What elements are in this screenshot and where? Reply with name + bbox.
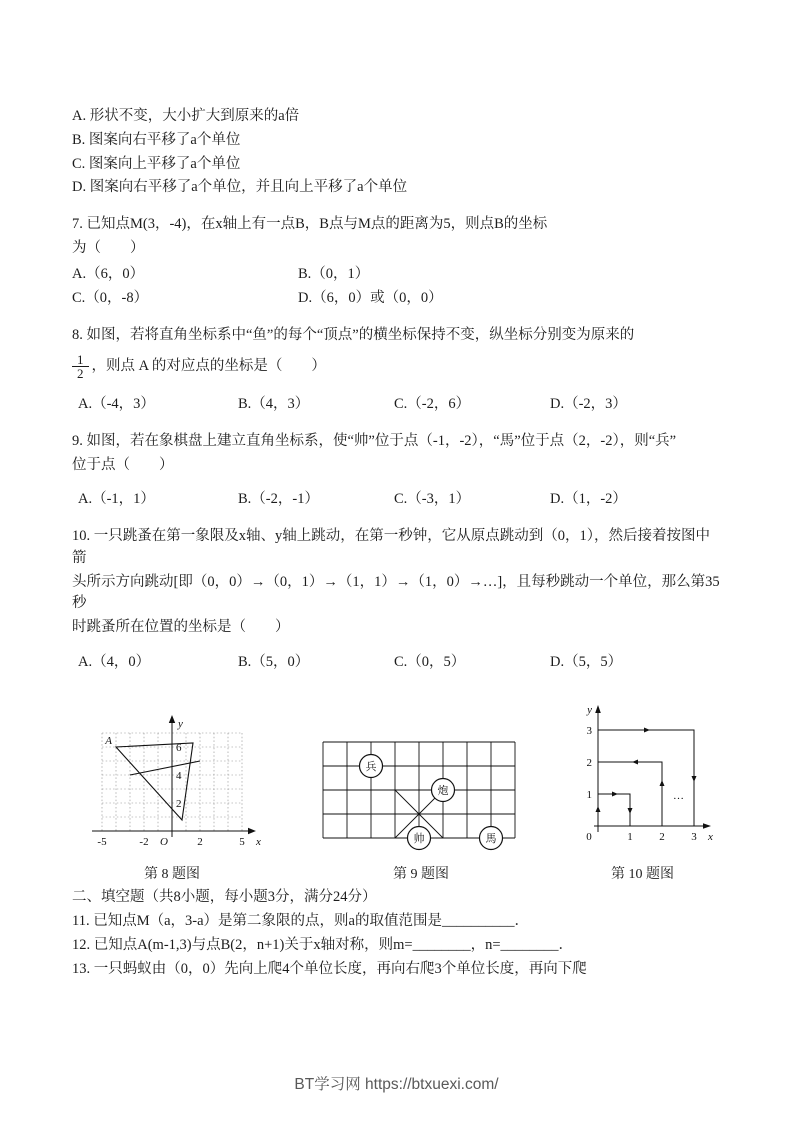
q9-option-a: A.（-1，1） [78, 491, 155, 508]
q9-option-c: C.（-3，1） [394, 491, 471, 508]
figure-caption-q9: 第 9 题图 [393, 867, 449, 883]
q8-option-d: D.（-2，3） [550, 396, 627, 413]
chess-piece-ma-label: 馬 [485, 832, 497, 845]
q7-line1: 7. 已知点M(3，-4)，在x轴上有一点B，B点与M点的距离为5，则点B的坐标 [72, 216, 548, 232]
q7-option-a: A.（6，0） [72, 265, 145, 282]
q8-option-c: C.（-2，6） [394, 396, 471, 413]
question-10 [72, 526, 721, 674]
q7-options [72, 264, 721, 311]
x-tick: 3 [691, 830, 697, 843]
point-a-label: A [105, 734, 112, 747]
q9-option-b: B.（-2，-1） [238, 491, 319, 508]
option-a-shape: A. 形状不变，大小扩大到原来的a倍 [72, 108, 300, 124]
y-axis-label: y [178, 717, 183, 730]
fraction-one-half [72, 353, 89, 381]
q9-line1: 9. 如图，若在象棋盘上建立直角坐标系，使“帅”位于点（-1，-2），“馬”位于点（2，-2），则“兵” [72, 432, 677, 449]
board-grid [323, 742, 515, 838]
q10-option-d: D.（5，5） [550, 653, 623, 670]
x-axis-arrow [703, 823, 711, 829]
question-12: 12. 已知点A(m-1,3)与点B(2，n+1)关于x轴对称，则m=________，n=________． [72, 936, 573, 953]
question-11: 11. 已知点M（a，3-a）是第二象限的点，则a的取值范围是__________． [72, 913, 529, 930]
y-tick: 6 [176, 741, 182, 754]
section2-title: 二、填空题（共8小题，每小题3分，满分24分） [72, 889, 377, 906]
x-tick: -5 [97, 835, 107, 848]
q9-line2: 位于点（ ） [72, 456, 174, 473]
figure-caption-q8: 第 8 题图 [144, 867, 200, 883]
chess-piece-ma [480, 826, 503, 849]
staircase-plot [570, 696, 715, 854]
y-axis-arrow [595, 705, 601, 713]
q9-options [72, 489, 721, 511]
jump-path [598, 730, 694, 826]
chess-piece-pao [432, 778, 455, 801]
x-tick: 2 [659, 830, 665, 843]
x-axis-label: x [256, 835, 261, 848]
figure-q8-fish-grid [72, 696, 272, 886]
q8-option-a: A.（-4，3） [78, 396, 155, 413]
chess-piece-shuai [408, 826, 431, 849]
y-axis-arrow [169, 715, 175, 723]
chess-piece-shuai-label: 帅 [413, 832, 425, 845]
chess-piece-bing [360, 754, 383, 777]
q10-option-a: A.（4，0） [78, 653, 151, 670]
question-7 [72, 214, 721, 310]
q10-options [72, 652, 721, 674]
x-axis-label: x [708, 830, 713, 843]
y-axis-label: y [587, 703, 592, 716]
q10-line3: 时跳蚤所在位置的坐标是（ ） [72, 619, 290, 636]
q7-line2: 为（ ） [72, 239, 145, 256]
q7-option-d: D.（6，0）或（0，0） [298, 290, 443, 307]
axes [594, 709, 707, 832]
q9-option-d: D.（1，-2） [550, 491, 627, 508]
x-axis-arrow [248, 827, 256, 833]
figures-row [72, 696, 721, 886]
y-tick: 2 [176, 797, 182, 810]
figure-q10-staircase [570, 696, 715, 886]
figure-caption-q10: 第 10 题图 [611, 867, 674, 883]
x-tick: 5 [239, 835, 245, 848]
fraction-denominator: 2 [72, 366, 89, 381]
q8-line2-with-fraction [72, 353, 721, 381]
q8-line2: ，则点 A 的对应点的坐标是（ ） [91, 358, 326, 375]
x-tick: 1 [627, 830, 633, 843]
x-tick: -2 [139, 835, 149, 848]
option-c-shift-up: C. 图案向上平移了a个单位 [72, 155, 241, 172]
question-13: 13. 一只蚂蚁由（0，0）先向上爬4个单位长度，再向右爬3个单位长度，再向下爬 [72, 960, 587, 977]
question-9 [72, 431, 721, 511]
chessboard-plot [316, 736, 526, 854]
origin-label: O [160, 835, 168, 848]
ellipsis-dots: … [673, 789, 684, 802]
origin-label: 0 [586, 830, 592, 843]
q7-option-b: B.（0，1） [298, 265, 370, 282]
q8-option-b: B.（4，3） [238, 396, 310, 413]
fraction-numerator: 1 [77, 351, 84, 367]
y-tick: 1 [586, 788, 592, 801]
fish-coordinate-plot [72, 696, 272, 854]
chess-piece-bing-label: 兵 [365, 760, 377, 773]
y-tick: 4 [176, 769, 182, 782]
q8-line1: 8. 如图，若将直角坐标系中“鱼”的每个“顶点”的横坐标保持不变，纵坐标分别变为原来的 [72, 327, 635, 343]
y-tick: 2 [586, 756, 592, 769]
site-footer: BT学习网 https://btxuexi.com/ [294, 1075, 499, 1093]
x-tick: 2 [197, 835, 203, 848]
q10-option-b: B.（5，0） [238, 653, 310, 670]
q7-option-c: C.（0，-8） [72, 290, 149, 307]
q10-option-c: C.（0，5） [394, 653, 466, 670]
question-8 [72, 325, 721, 416]
option-b-shift-right: B. 图案向右平移了a个单位 [72, 131, 241, 148]
q10-line2: 头所示方向跳动[即（0，0）→（0，1）→（1，1）→（1，0）→…]，且每秒跳动一个单位，那么第35秒 [72, 573, 720, 612]
figure-q9-chessboard [316, 736, 526, 886]
q10-line1: 10. 一只跳蚤在第一象限及x轴、y轴上跳动，在第一秒钟，它从原点跳动到（0，1），然后接着按图中箭 [72, 528, 710, 566]
q8-options [72, 394, 721, 416]
y-tick: 3 [586, 724, 592, 737]
chess-piece-pao-label: 炮 [437, 784, 449, 797]
option-d-shift-both: D. 图案向右平移了a个单位，并且向上平移了a个单位 [72, 179, 408, 196]
